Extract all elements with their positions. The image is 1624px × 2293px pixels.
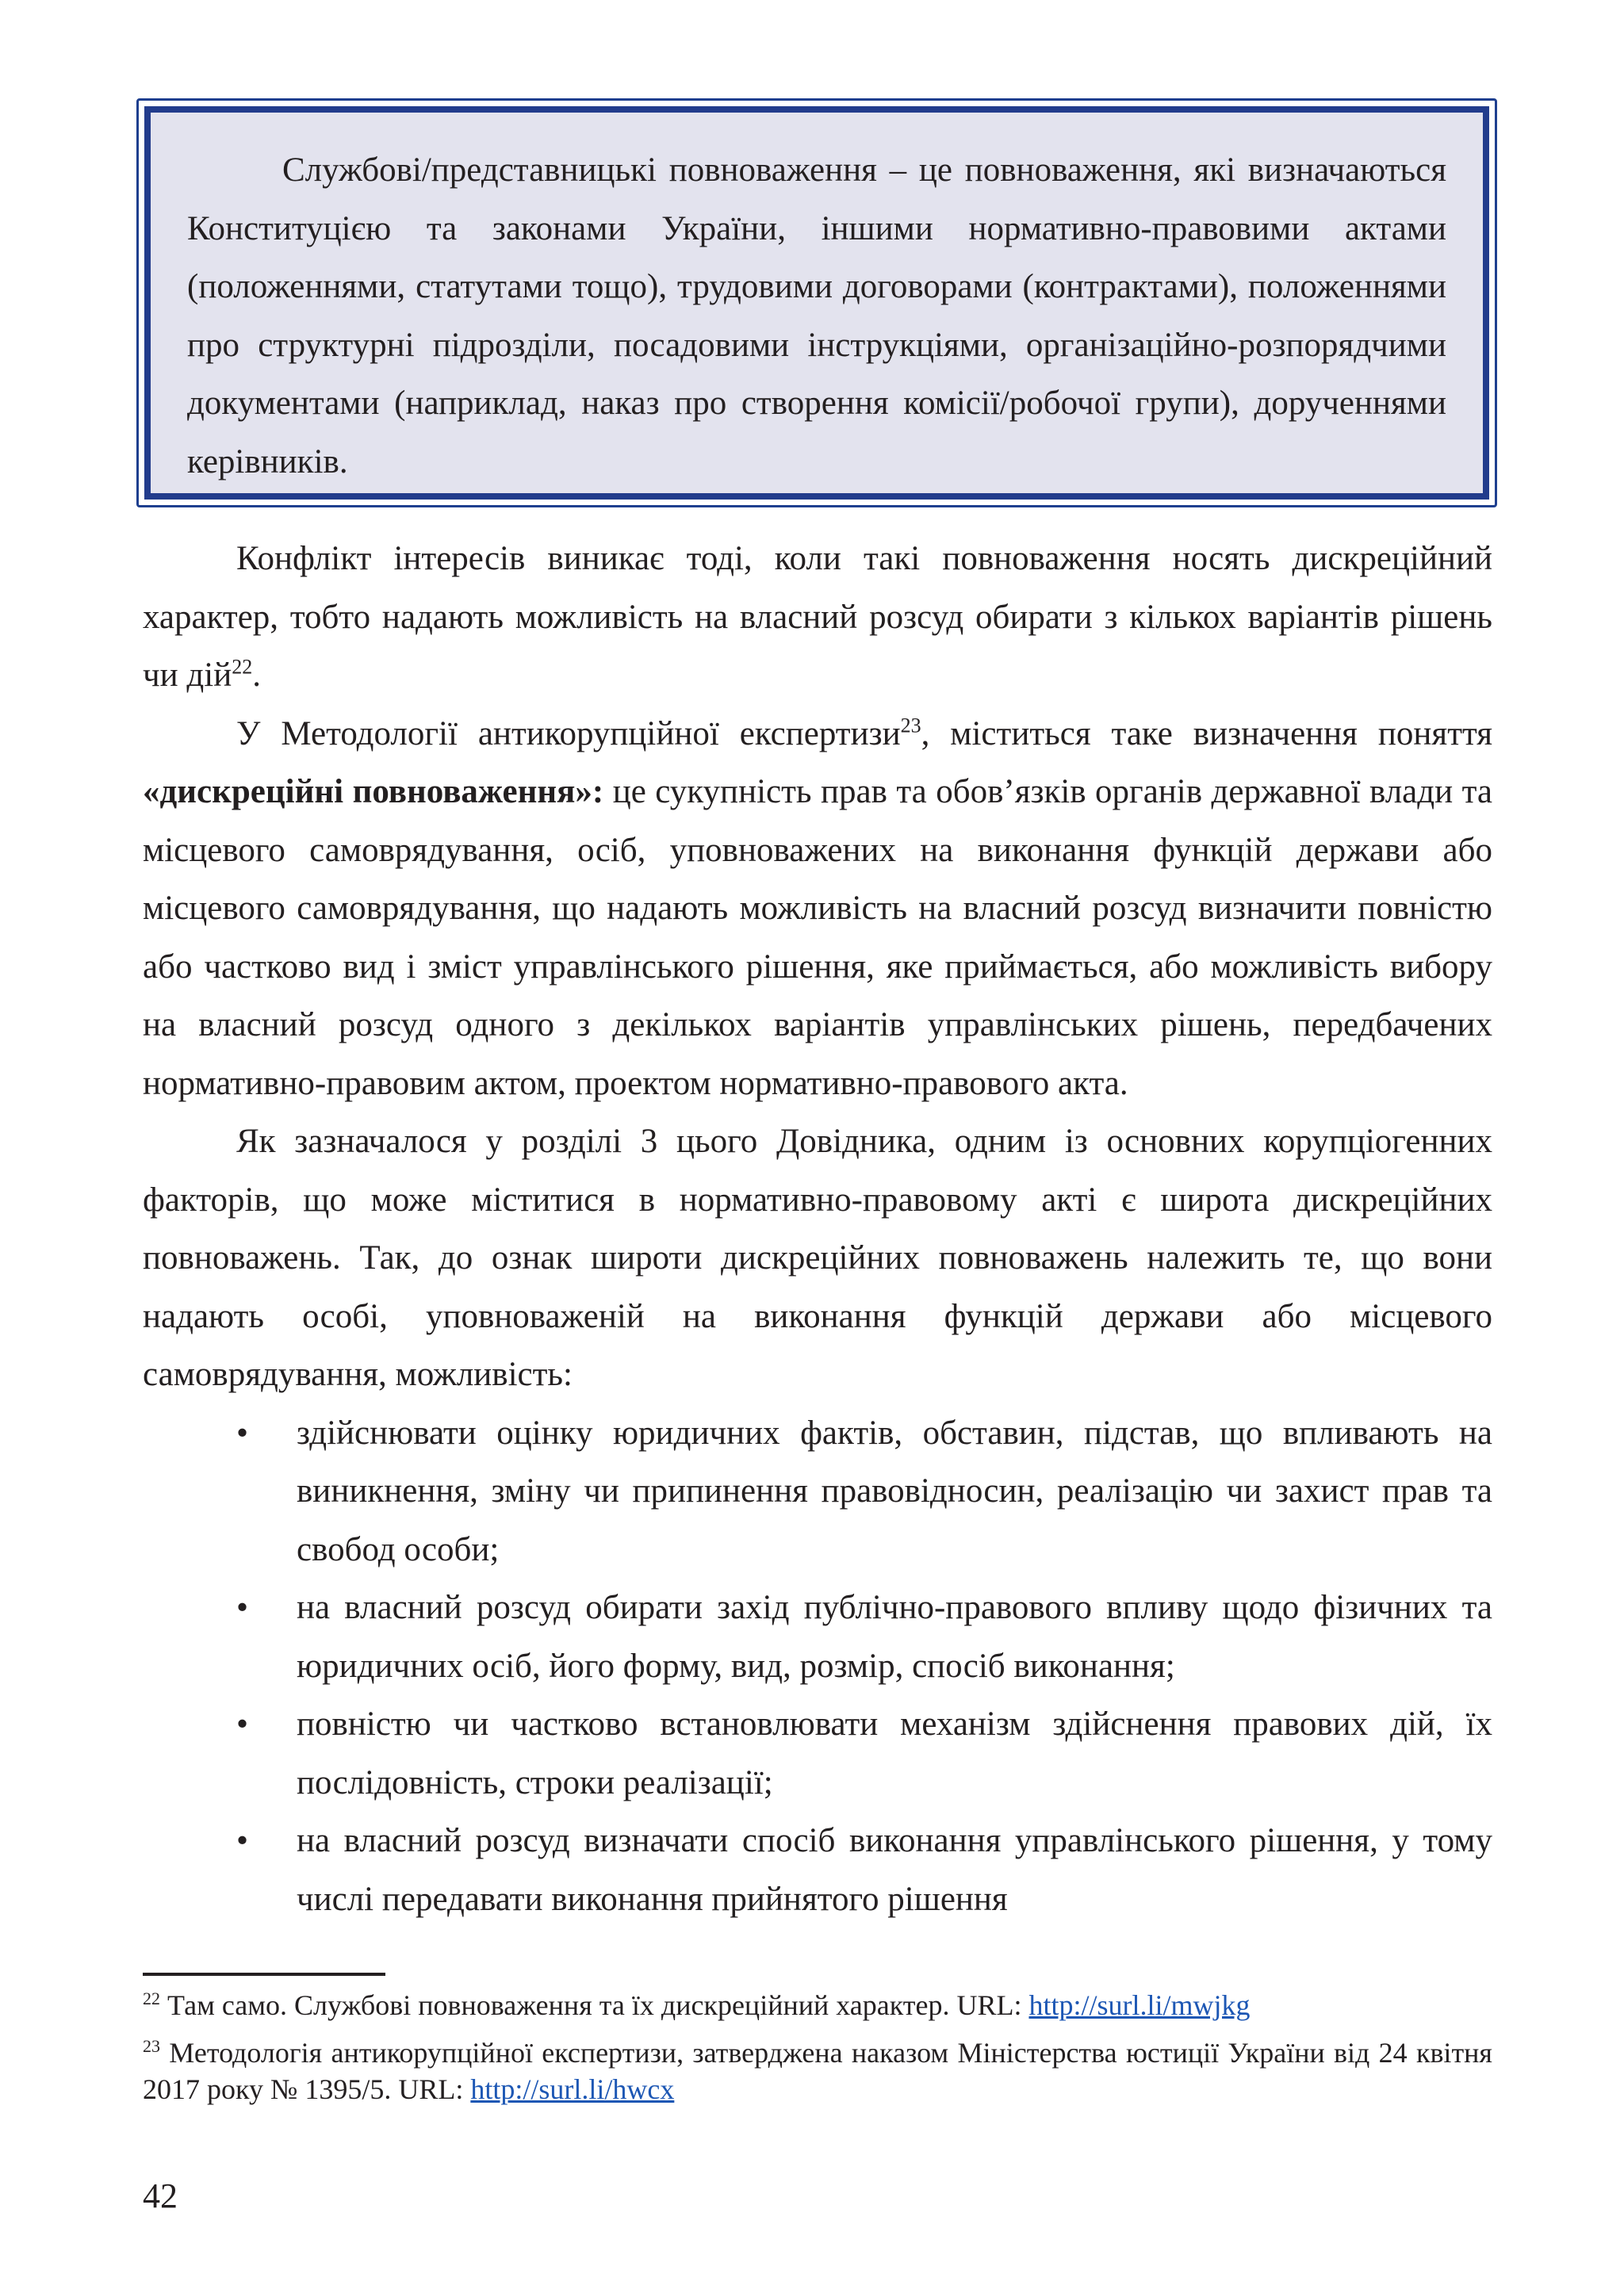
footnote-ref-23[interactable]: 23 <box>900 714 921 737</box>
footnote-23 <box>143 2035 1492 2107</box>
list-item <box>143 1579 1492 1695</box>
bullet-list <box>143 1404 1492 1929</box>
defined-term: «дискреційні повноваження»: <box>143 773 604 810</box>
paragraph-conflict-of-interest <box>143 530 1492 705</box>
body-text <box>143 530 1492 1928</box>
footnote-number: 22 <box>143 1989 160 2008</box>
paragraph-text-middle: , міститься таке визначення поняття <box>921 714 1492 752</box>
bullet-icon: • <box>236 1589 249 1626</box>
list-item <box>143 1695 1492 1812</box>
list-item-text: на власний розсуд визначати спосіб виконання управлінського рішення, у тому числі передавати виконання прийнятого рішення <box>297 1822 1492 1918</box>
page-number: 42 <box>143 2176 178 2215</box>
definition-box <box>136 98 1497 507</box>
paragraph-corruption-factors: Як зазначалося у розділі 3 цього Довідника, одним із основних корупціогенних факторів, що може міститися в нормативно-правовому акті є широта дискреційних повноважень. Так, до ознак широти дискреційних повноважень належить те, що вони надають особі, уповноваженій на виконання функцій держави або місцевого самоврядування, можливість: <box>143 1123 1492 1393</box>
paragraph-methodology-definition <box>143 705 1492 1113</box>
bullet-icon: • <box>236 1705 249 1743</box>
bullet-icon: • <box>236 1414 249 1452</box>
paragraph-text-start: У Методології антикорупційної експертизи <box>236 714 901 752</box>
footnote-divider <box>143 1973 385 1976</box>
list-item-text: на власний розсуд обирати захід публічно-правового впливу щодо фізичних та юридичних осіб, його форму, вид, розмір, спосіб виконання; <box>297 1589 1492 1685</box>
footnote-ref-22[interactable]: 22 <box>232 655 253 679</box>
list-item-text: здійснювати оцінку юридичних фактів, обставин, підстав, що впливають на виникнення, зміну чи припинення правовідносин, реалізацію чи захист прав та свобод особи; <box>297 1414 1492 1568</box>
list-item <box>143 1404 1492 1579</box>
paragraph-text-rest: це сукупність прав та обов’язків органів державної влади та місцевого самоврядування, осіб, уповноважених на виконання функцій держави або місцевого самоврядування, що надають можливість на власний розсуд визначити повністю або частково вид і зміст управлінського рішення, яке приймається, або можливість вибору на власний розсуд одного з декількох варіантів управлінських рішень, передбачених нормативно-правовим актом, проектом нормативно-правового акта. <box>143 773 1492 1102</box>
footnote-link[interactable]: http://surl.li/hwcx <box>470 2073 675 2105</box>
footnote-link[interactable]: http://surl.li/mwjkg <box>1028 1989 1251 2021</box>
footnote-number: 23 <box>143 2036 160 2056</box>
paragraph-end: . <box>252 657 261 694</box>
list-item <box>143 1812 1492 1928</box>
bullet-icon: • <box>236 1822 249 1859</box>
list-item-text: повністю чи частково встановлювати механізм здійснення правових дій, їх послідовність, строки реалізації; <box>297 1705 1492 1801</box>
footnote-text: Там само. Службові повноваження та їх дискреційний характер. URL: <box>160 1989 1029 2021</box>
footnote-22 <box>143 1987 1492 2023</box>
definition-text: Службові/представницькі повноваження – це повноваження, які визначаються Конституцією та законами України, іншими нормативно-правовими актами (положеннями, статутами тощо), трудовими договорами (контрактами), положеннями про структурні підрозділи, посадовими інструкціями, організаційно-розпорядчими документами (наприклад, наказ про створення комісії/робочої групи), дорученнями керівників. <box>187 151 1446 480</box>
definition-box-inner <box>144 106 1489 500</box>
footnote-text: Методологія антикорупційної експертизи, затверджена наказом Міністерства юстиції України від 24 квітня 2017 року № 1395/5. URL: <box>143 2037 1492 2105</box>
paragraph-text: Конфлікт інтересів виникає тоді, коли такі повноваження носять дискреційний характер, тобто надають можливість на власний розсуд обирати з кількох варіантів рішень чи дій <box>143 540 1492 694</box>
footnotes <box>143 1987 1492 2119</box>
